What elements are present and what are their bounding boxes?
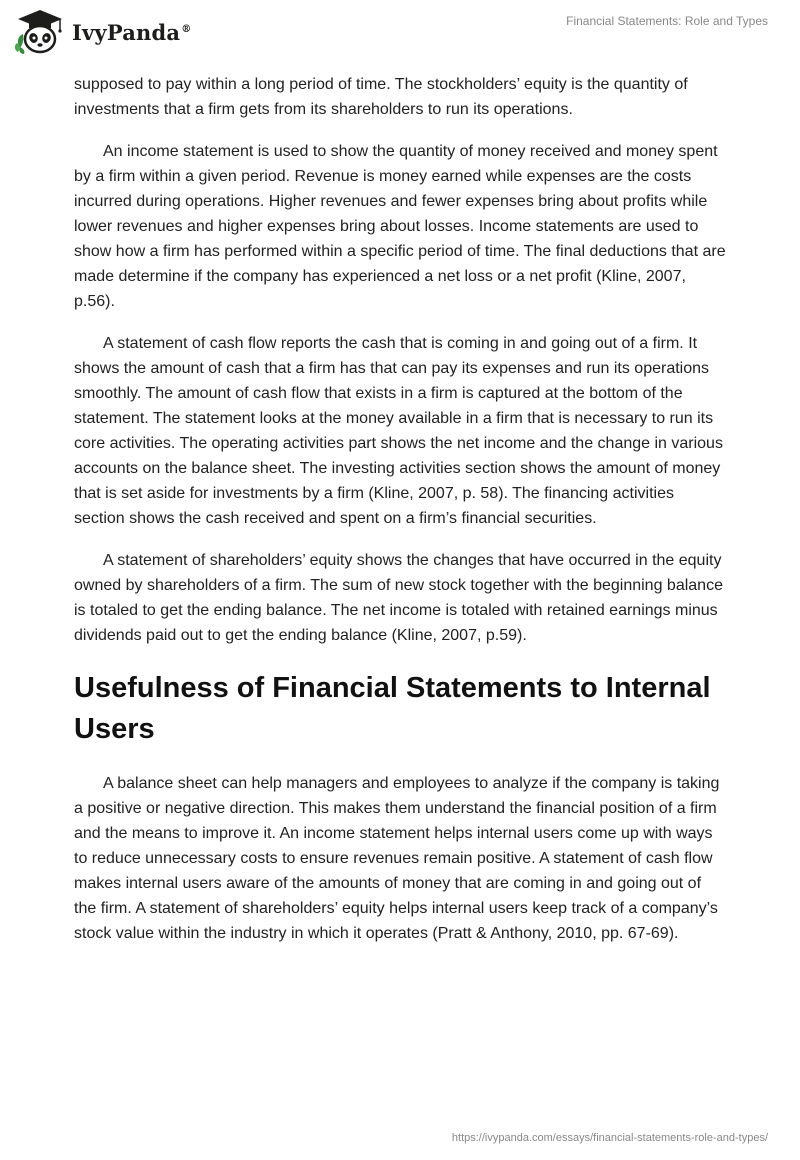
- paragraph-internal-users: A balance sheet can help managers and employees to analyze if the company is taking a positive or negative direction. This makes them understand the financial position of a firm and the means to improve it. An income statement helps internal users come up with ways to reduce unnecessary costs to ensure revenues remain positive. A statement of cash flow makes internal users aware of the amounts of money that are coming in and going out of the firm. A statement of shareholders’ equity helps internal users keep track of a company’s stock value within the industry in which it operates (Pratt & Anthony, 2010, pp. 67-69).: [74, 775, 720, 942]
- paragraph-continuation: supposed to pay within a long period of time. The stockholders’ equity is the quantity of investments that a firm gets from its shareholders to run its operations.: [74, 76, 688, 118]
- ivypanda-logo[interactable]: [14, 8, 191, 56]
- source-url[interactable]: https://ivypanda.com/essays/financial-statements-role-and-types/: [451, 1132, 768, 1144]
- paragraph-cash-flow: A statement of cash flow reports the cash that is coming in and going out of a firm. It shows the amount of cash that a firm has that can pay its expenses and run its operations smoothly. The amount of cash flow that exists in a firm is captured at the bottom of the statement. The statement looks at the money available in a firm that is necessary to run its core activities. The operating activities part shows the net income and the change in various accounts on the balance sheet. The investing activities section shows the amount of money that is set aside for investments by a firm (Kline, 2007, p. 58). The financing activities section shows the cash received and spent on a firm’s financial securities.: [74, 335, 723, 527]
- registered-mark: ®: [181, 23, 192, 35]
- brand-name: [72, 20, 191, 45]
- paragraph-shareholders-equity: A statement of shareholders’ equity shows the changes that have occurred in the equity owned by shareholders of a firm. The sum of new stock together with the beginning balance is totaled to get the ending balance. The net income is totaled with retained earnings minus dividends paid out to get the ending balance (Kline, 2007, p.59).: [74, 552, 723, 644]
- section-heading: Usefulness of Financial Statements to Internal Users: [74, 672, 711, 745]
- paragraph-income-statement: An income statement is used to show the quantity of money received and money spent by a firm within a given period. Revenue is money earned while expenses are the costs incurred during operations. Higher revenues and fewer expenses bring about profits while lower revenues and higher expenses bring about losses. Income statements are used to show how a firm has performed within a specific period of time. The final deductions that are made determine if the company has experienced a net loss or a net profit (Kline, 2007, p.56).: [74, 143, 726, 310]
- document-title: Financial Statements: Role and Types: [566, 14, 768, 28]
- panda-logo-icon: [14, 8, 66, 56]
- brand-label: IvyPanda: [72, 19, 181, 45]
- essay-body: [74, 72, 726, 963]
- page-header: [0, 0, 800, 70]
